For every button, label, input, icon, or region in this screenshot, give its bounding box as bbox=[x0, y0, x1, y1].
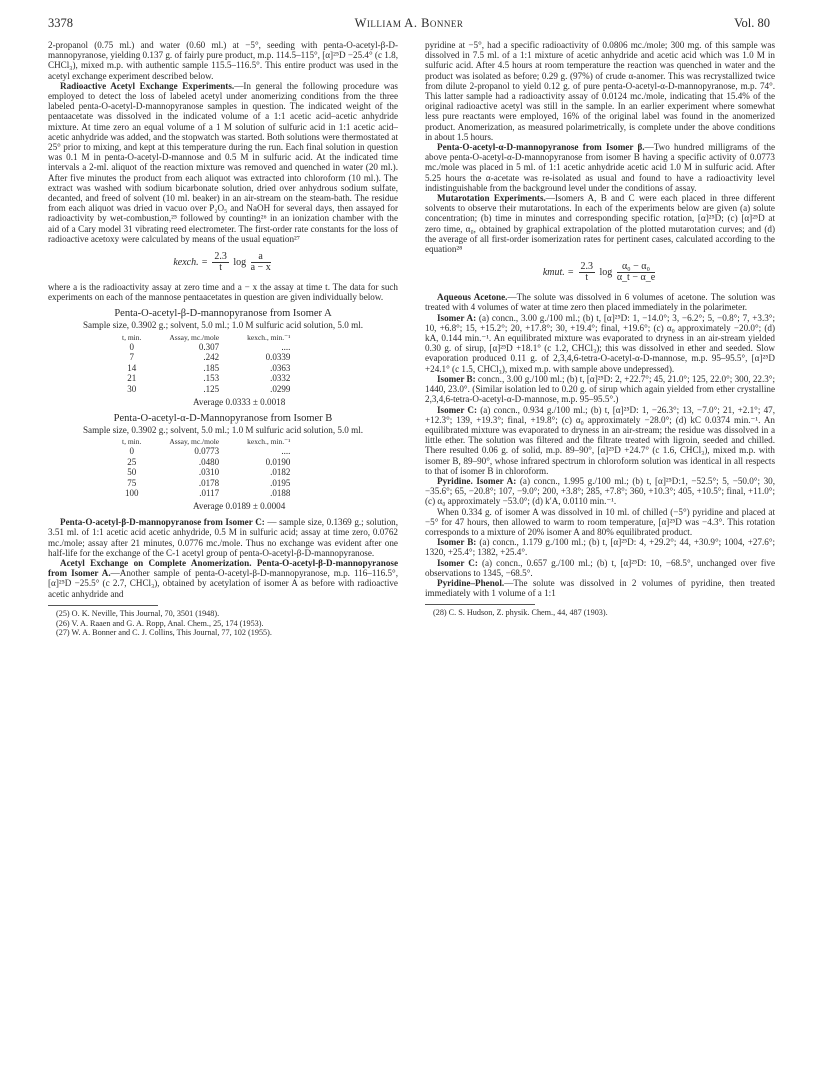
table-row: 0 0.307 .... bbox=[129, 341, 291, 352]
paragraph: Mutarotation Experiments.—Isomers A, B and C were each placed in three different solvents to observe their mutarotations. In each of the experiments below are given (a) solute concentration; (b) time in minutes and corresponding specific rotation, [α]²⁵D; (c) [α]²⁵D at zero time, α₀, obtained by graphical extrapolation of the plotted mutarotation curves; and (d) the average of all first-order isomerization rates for pertinent cases, calculated according to the equation²⁸ bbox=[425, 193, 775, 255]
paragraph: Aqueous Acetone.—The solute was dissolved in 6 volumes of acetone. The solution was treated with 4 volumes of water at time zero then placed immediately in the polarimeter. bbox=[425, 292, 776, 313]
data-table-b bbox=[48, 413, 398, 511]
paragraph: Pyridine. Isomer A: (a) concn., 1.995 g./100 ml.; (b) t, [α]²⁵D:1, −52.5°; 5, −50.0°; 30, −35.6°; 65, −20.8°; 107, −9.0°; 200, +3.8°; 285, +7.8°; 360, +10.3°; 405, +10.5°; final, +11.0°; (c) α₀ approximately −53.0°; (d) k′A, 0.0110 min.⁻¹. bbox=[425, 475, 775, 507]
paragraph: Acetyl Exchange on Complete Anomerization. Penta-O-acetyl-β-D-mannopyranose from Isomer A.—Another sample of penta-O-acetyl-β-D-mannopyranose, m.p. 116–116.5°, [α]²⁵D −25.5° (c 2.7, CHCl₃), obtained by acetylation of isomer A as before with radioactive acetic anhydride and bbox=[48, 558, 398, 599]
footnote-rule bbox=[48, 605, 158, 606]
section-heading: Pyridine. Isomer A: bbox=[437, 475, 517, 486]
table-row: 25 .0480 0.0190 bbox=[127, 456, 291, 467]
table-row: 75 .0178 .0195 bbox=[127, 477, 291, 488]
section-heading: Penta-O-acetyl-β-D-mannopyranose from Isomer C: bbox=[60, 517, 265, 528]
table-subtitle: Sample size, 0.3902 g.; solvent, 5.0 ml.; 1.0 M sulfuric acid solution, 5.0 ml. bbox=[82, 424, 364, 435]
column-header: kexch., min.⁻¹ bbox=[247, 332, 291, 342]
section-heading: Isomer B: bbox=[437, 373, 476, 384]
table-row: 30 .125 .0299 bbox=[127, 384, 291, 395]
right-column bbox=[425, 40, 775, 618]
paragraph: Isomer C: (a) concn., 0.934 g./100 ml.; (b) t, [α]²⁵D: 1, −26.3°; 13, −7.0°; 21, +2.1°; 47, +12.3°; 139, +19.3°; final, +19.8°; (c) α₀ approximately −28.0°; (d) kC 0.0374 min.⁻¹. An equilibrated mixture was evaporated to dryness in an air-stream; the residue was dissolved in a little ether. The solution was filtered and the filtrate treated with ligroin, seeded and chilled. There resulted 0.06 g. of solid, m.p. 89–90°, [α]²⁵D +24.7° (c 1.6, CHCl₃), mixed m.p. with isomer B, 89–90°, whose infrared spectrum in chloroform solution was identical in all respects to that of isomer B in chloroform. bbox=[425, 404, 775, 476]
paragraph: Isomer B: (a) concn., 1.179 g./100 ml.; (b) t, [α]²⁵D: 4, +29.2°; 44, +30.9°; 1004, +27.6°; 1320, +25.4°; 1382, +25.4°. bbox=[425, 537, 776, 558]
running-header bbox=[48, 16, 770, 32]
paragraph: Penta-O-acetyl-β-D-mannopyranose from Isomer C: — sample size, 0.1369 g.; solution, 3.51 ml. of 1:1 acetic acid acetic anhydride, 0.5 M in sulfuric acid; assay at time zero, 0.0762 mc./mole; assay after 21 minutes, 0.0776 mc./mole. Thus no exchange was evident after one half-life for the exchange of the C-1 acetyl group of penta-O-acetyl-β-D-mannopyranose. bbox=[48, 517, 398, 558]
section-heading: Aqueous Acetone. bbox=[437, 292, 508, 303]
section-heading: Isomer C: bbox=[437, 404, 478, 415]
column-header: kexch., min.⁻¹ bbox=[247, 437, 291, 447]
table-title: Penta-O-acetyl-β-D-mannopyranose from Isomer A bbox=[114, 308, 332, 320]
footnote: (25) O. K. Neville, This Journal, 70, 3501 (1948). bbox=[56, 608, 220, 618]
column-header: Assay, mc./mole bbox=[169, 437, 220, 447]
section-heading: Penta-O-acetyl-α-D-mannopyranose from Isomer β. bbox=[437, 142, 645, 153]
author-name: William A. Bonner bbox=[354, 16, 464, 30]
table-row: 21 .153 .0332 bbox=[127, 373, 291, 384]
page-number: 3378 bbox=[48, 16, 73, 30]
left-column bbox=[48, 40, 398, 638]
table-row: 7 .242 0.0339 bbox=[129, 352, 291, 363]
volume-label: Vol. 80 bbox=[734, 16, 770, 30]
mutarotation-rate-equation: kmut. = $\frac{2.3}{t}$ log $\frac{\text{α₀ − α₀}}{\alpha\_t - \alpha\_e}$ bbox=[542, 261, 656, 284]
table-average: Average 0.0333 ± 0.0018 bbox=[193, 396, 286, 407]
table-title: Penta-O-acetyl-α-D-Mannopyranose from Isomer B bbox=[113, 412, 333, 424]
section-heading: Mutarotation Experiments. bbox=[437, 193, 546, 204]
paragraph: 2-propanol (0.75 ml.) and water (0.60 ml.) at −5°, seeding with penta-O-acetyl-β-D-mannopyranose, yielding 0.137 g. of fairly pure product, m.p. 114.5–115°, [α]²⁵D −25.4° (c 1.8, CHCl₃), mixed m.p. with authentic sample 115.5–116.5°. This entire product was used in the acetyl exchange experiment described below. bbox=[48, 40, 398, 81]
column-header: t, min. bbox=[122, 437, 142, 447]
paragraph: Isomer A: (a) concn., 3.00 g./100 ml.; (b) t, [α]²⁵D: 1, −14.0°; 3, −6.2°; 5, −0.8°; 7, +3.3°; 10, +6.8°; 15, +15.2°; 20, +17.8°; 30, +19.4°; final, +19.6°; (c) α₀ approximately −20.0°; (d) kA, 0.144 min.⁻¹. An equilibrated mixture was evaporated to dryness in an air-stream yielded 0.30 g. of sirup, [α]²⁵D +18.1° (c 1.2, CHCl₃); this was dissolved in ether and seeded. Slow evaporation produced 0.11 g. of 2,3,4,6-tetra-O-acetyl-α-D-mannose, m.p. 95–95.5°, [α]²⁵D +24.1° (c 1.5, CHCl₃), mixed m.p. with sample above undepressed). bbox=[425, 312, 775, 374]
paragraph: Penta-O-acetyl-α-D-mannopyranose from Isomer β.—Two hundred milligrams of the above penta-O-acetyl-α-D-mannopyranose from isomer B having a specific activity of 0.0773 mc./mole was placed in 5 ml. of 1:1 acetic anhydride acetic acid 1.0 M in sulfuric acid. After 5.25 hours the α-acetate was re-isolated as usual and found to have a radioactivity level indistinguishable from the background level under the conditions of assay. bbox=[425, 142, 775, 193]
paragraph: where a is the radioactivity assay at zero time and a − x the assay at time t. The data for such experiments on each of the mannose pentaacetates in question are given individually below. bbox=[48, 282, 398, 303]
table-row: 14 .185 .0363 bbox=[127, 362, 291, 373]
column-header: Assay, mc./mole bbox=[169, 332, 220, 342]
footnote-rule bbox=[425, 604, 535, 605]
paragraph: Isomer C: (a) concn., 0.657 g./100 ml.; (b) t, [α]²⁵D: 10, −68.5°, unchanged over five observations to 1345, −68.5°. bbox=[425, 557, 775, 578]
paragraph: Isomer B: concn., 3.00 g./100 ml.; (b) t, [α]²⁵D: 2, +22.7°; 45, 21.0°; 125, 22.0°; 300, 22.3°; 1440, 23.0°. (Similar isolation led to 0.20 g. of sirup which again yielded from ether crystalline 2,3,4,6-tetra-O-acetyl-α-D-mannose, m.p. 95–95.5°.) bbox=[425, 373, 775, 405]
table-row: 100 .0117 .0188 bbox=[124, 488, 291, 499]
data-table-a bbox=[48, 308, 398, 406]
exchange-rate-equation: kexch. = $\frac{2.3}{t}$ log $\frac{a}{a - x}$ bbox=[173, 251, 271, 274]
column-header: t, min. bbox=[122, 332, 142, 342]
paragraph: pyridine at −5°, had a specific radioactivity of 0.0806 mc./mole; 300 mg. of this sample was dissolved in 7.5 ml. of a 1:1 mixture of acetic anhydride and acetic acid which was 1.0 M in sulfuric acid. After 4.5 hours at room temperature the reaction was quenched in water and the product was isolated as before; 0.29 g. (97%) of crude α-anomer. This was recrystallized twice from dilute 2-propanol to yield 0.12 g. of pure penta-O-acetyl-α-D-mannopyranose, m.p. 74°. This latter sample had a radioactivity assay of 0.0124 mc./mole, indicating that 15.4% of the original radioactive acetyl was still in the sample. In an earlier experiment where somewhat less pure reactants were employed, 16% of the original label was found in the anomerized product. Anomerization, as measured polarimetrically, is complete under the above conditions in about 1.5 hours. bbox=[425, 40, 775, 142]
paragraph: Pyridine–Phenol.—The solute was dissolved in 2 volumes of pyridine, then treated immediately with 1 volume of a 1:1 bbox=[425, 577, 775, 599]
section-heading: Acetyl Exchange on Complete Anomerization. Penta-O-acetyl-β-D-mannopyranose from Isomer A. bbox=[48, 558, 398, 579]
section-heading: Isomer B: bbox=[437, 537, 477, 548]
table-average: Average 0.0189 ± 0.0004 bbox=[193, 501, 286, 512]
table-row: 50 .0310 .0182 bbox=[127, 467, 291, 478]
section-heading: Isomer C: bbox=[437, 557, 478, 568]
footnote: (27) W. A. Bonner and C. J. Collins, This Journal, 77, 102 (1955). bbox=[56, 628, 272, 638]
table-row: 0 0.0773 .... bbox=[129, 446, 291, 457]
section-heading: Pyridine–Phenol. bbox=[437, 577, 505, 588]
paragraph: When 0.334 g. of isomer A was dissolved in 10 ml. of chilled (−5°) pyridine and placed at −5° for 47 hours, then allowed to warm to room temperature, [α]²⁵D was −4.3°. This rotation corresponds to a mixture of 20% isomer A and 80% equilibrated product. bbox=[425, 506, 775, 537]
section-heading: Radioactive Acetyl Exchange Experiments. bbox=[60, 80, 235, 91]
footnote: (28) C. S. Hudson, Z. physik. Chem., 44, 487 (1903). bbox=[433, 608, 608, 618]
footnote: (26) V. A. Raaen and G. A. Ropp, Anal. Chem., 25, 174 (1953). bbox=[56, 618, 264, 628]
section-heading: Isomer A: bbox=[437, 312, 477, 323]
table-subtitle: Sample size, 0.3902 g.; solvent, 5.0 ml.; 1.0 M sulfuric acid solution, 5.0 ml. bbox=[82, 320, 364, 331]
paragraph: Radioactive Acetyl Exchange Experiments.—In general the following procedure was employed to detect the loss of labeled acetyl under anomerizing conditions from the three labeled penta-O-acetyl-D-mannopyranose samples in question. The indicated weight of the pentaacetate was dissolved in the indicated volume of a 1:1 acetic acid–acetic anhydride mixture. At time zero an equal volume of a 1 M solution of sulfuric acid in 1:1 acetic acid–acetic anhydride was added, and the stopwatch was started. Both solutions were thermostated at 25° prior to mixing, and kept at this temperature during the run. Each final solution in question was 0.1 M in penta-O-acetyl-D-mannose and 0.5 M in sulfuric acid. At the indicated time intervals a 2-ml. aliquot of the reaction mixture was removed and quenched in water (20 ml.). After five minutes the product from each aliquot was extracted into chloroform (10 ml.). The extract was washed with sodium bicarbonate solution, dried over anhydrous sodium sulfate, decanted, and freed of solvent (10 ml. beaker) in an air-stream on the steam-bath. The residue from each aliquot was dried in vacuo over P₂O₅ and NaOH for several days, then assayed for radioactivity by wet-combustion,²⁵ followed by counting²⁶ in an ionization chamber with the aid of a Cary model 31 vibrating reed electrometer. The first-order rate constants for the loss of radioactive acetoxy were calculated by means of the usual equation²⁷ bbox=[48, 80, 398, 244]
